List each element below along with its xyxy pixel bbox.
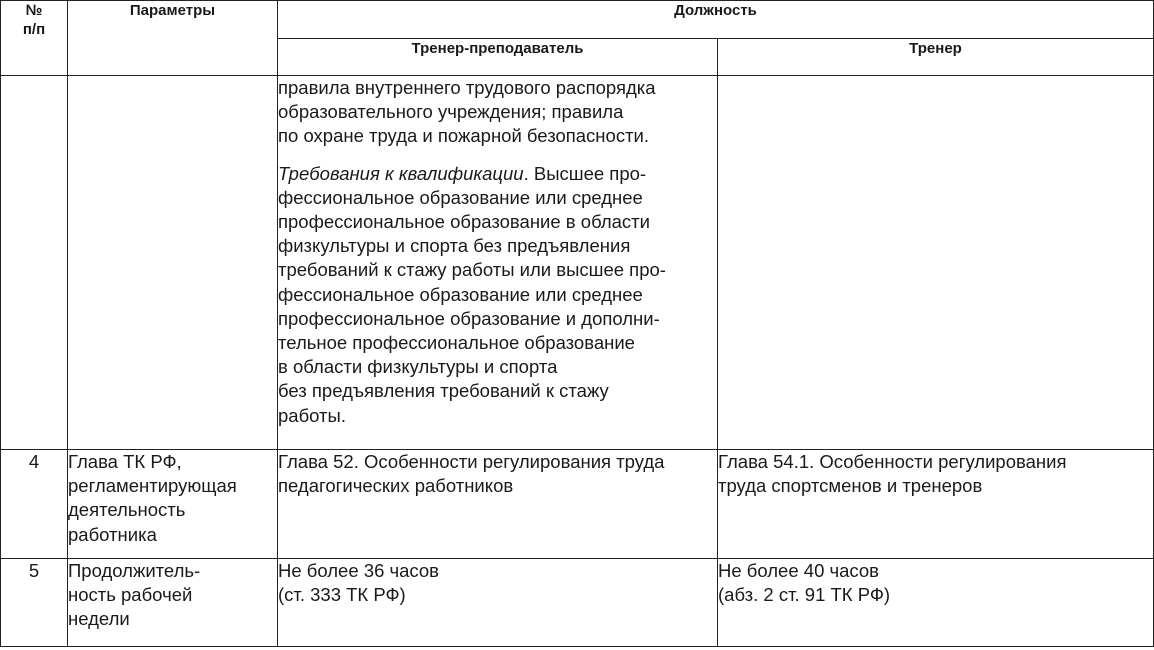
- coach-cell: [718, 76, 1154, 450]
- header-params: Параметры: [68, 1, 278, 76]
- row-param: Глава ТК РФ, регламентирующая деятельность работника: [68, 450, 278, 559]
- header-coach: Тренер: [718, 39, 1154, 76]
- coach-teacher-cell: Не более 36 часов (ст. 333 ТК РФ): [278, 559, 718, 647]
- qualification-heading: Требования к квалификации: [278, 162, 524, 184]
- table-row: [1, 450, 1154, 559]
- row-num: 4: [1, 450, 68, 559]
- header-coach-teacher: Тренер-преподаватель: [278, 39, 718, 76]
- header-num: № п/п: [1, 1, 68, 76]
- row-num: [1, 76, 68, 450]
- header-position: Должность: [278, 1, 1154, 39]
- table-row: [1, 76, 1154, 450]
- row-param: Продолжитель- ность рабочей недели: [68, 559, 278, 647]
- coach-cell: Глава 54.1. Особенности регулирования труда спортсменов и тренеров: [718, 450, 1154, 559]
- coach-cell: Не более 40 часов (абз. 2 ст. 91 ТК РФ): [718, 559, 1154, 647]
- coach-teacher-cell: [278, 76, 718, 450]
- row-num: 5: [1, 559, 68, 647]
- coach-teacher-cell: Глава 52. Особенности регулирования труда педагогических работников: [278, 450, 718, 559]
- row-param: [68, 76, 278, 450]
- qualification-paragraph: Требования к квалификации. Высшее про- фессиональное образование или среднее профессиональное образование в области физкультуры и спорта без предъявления требований к стажу работы или высшее про- фессиональное образование или среднее профессиональное образование и дополни- тельное профессиональное образование в области физкультуры и спорта без предъявления требований к стажу работы.: [278, 162, 666, 426]
- table-row: [1, 559, 1154, 647]
- rules-paragraph: правила внутреннего трудового распорядка образовательного учреждения; правила по охране труда и пожарной безопасности.: [278, 77, 656, 147]
